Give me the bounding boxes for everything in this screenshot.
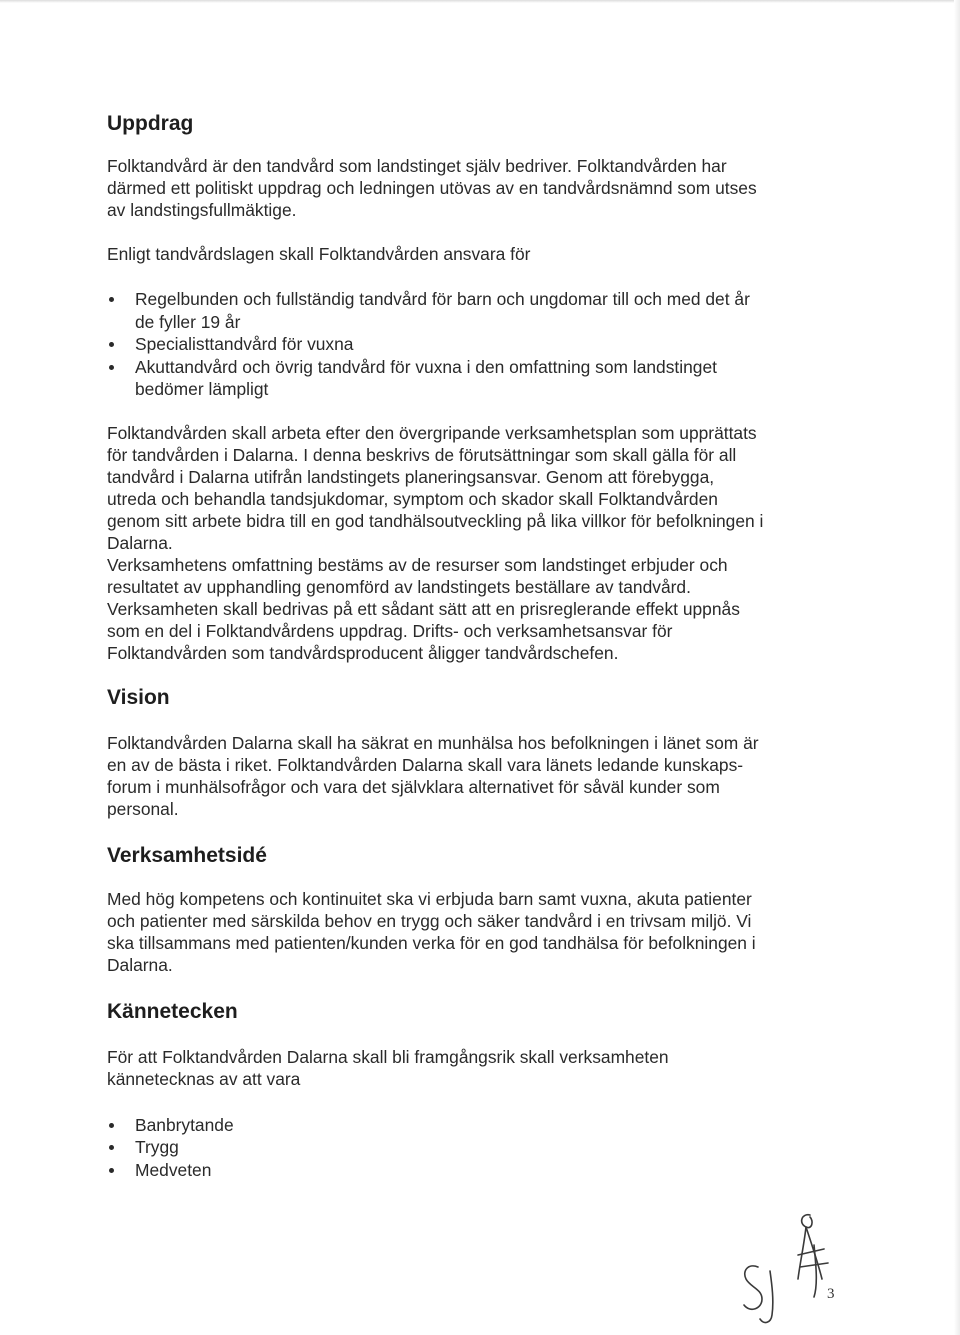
text-line: För att Folktandvården Dalarna skall bli framgångsrik skall verksamheten (107, 1046, 669, 1067)
text-line: genom sitt arbete bidra till en god tandhälsoutveckling på lika villkor för befolkningen i (107, 510, 764, 531)
list-item (107, 1159, 847, 1182)
text-line: Akuttandvård och övrig tandvård för vuxna i den omfattning som landstinget (135, 356, 717, 377)
paragraph-tandvardslagen (107, 243, 847, 265)
text-line: personal. (107, 798, 179, 819)
list-item (107, 356, 847, 401)
paragraph-uppdrag-intro (107, 155, 847, 221)
text-line: därmed ett politiskt uppdrag och ledningen utövas av en tandvårdsnämnd som utses (107, 178, 757, 198)
scan-top-edge (0, 0, 960, 3)
paragraph-verksamhetside (107, 888, 847, 976)
text-line: Folktandvården skall arbeta efter den övergripande verksamhetsplan som upprättats (107, 422, 757, 443)
text-line: Regelbunden och fullständig tandvård för barn och ungdomar till och med det år (135, 289, 750, 309)
text-line: Verksamheten skall bedrivas på ett sådant sätt att en prisreglerande effekt uppnås (107, 598, 740, 619)
text-line: för tandvården i Dalarna. I denna beskrivs de förutsättningar som skall gälla för all (107, 444, 737, 465)
text-line: Medveten (135, 1159, 212, 1180)
text-line: Verksamhetens omfattning bestäms av de resurser som landstinget erbjuder och (107, 554, 728, 575)
heading-uppdrag: Uppdrag (107, 112, 194, 135)
text-line: Trygg (135, 1137, 179, 1157)
list-item (107, 288, 847, 333)
text-line: av landstingsfullmäktige. (107, 200, 297, 220)
text-line: Folktandvården som tandvårdsproducent åligger tandvårdschefen. (107, 642, 619, 663)
text-line: en av de bästa i riket. Folktandvården Dalarna skall vara länets ledande kunskaps- (107, 754, 744, 775)
handwritten-initials (728, 1205, 858, 1335)
list-item (107, 1136, 847, 1159)
text-line: Med hög kompetens och kontinuitet ska vi erbjuda barn samt vuxna, akuta patienter (107, 888, 752, 909)
scan-right-edge (954, 0, 960, 1335)
heading-vision: Vision (107, 685, 170, 709)
text-line: Specialisttandvård för vuxna (135, 334, 354, 354)
text-line: resultatet av upphandling genomförd av landstingets beställare av tandvård. (107, 576, 691, 597)
bullet-list-ansvar (107, 288, 847, 401)
text-line: tandvård i Dalarna utifrån landstingets planeringsansvar. Genom att förebygga, (107, 466, 715, 487)
text-line: ska tillsammans med patienten/kunden verka för en god tandhälsa för befolkningen i (107, 932, 756, 953)
paragraph-vision (107, 732, 847, 820)
text-line: Folktandvården Dalarna skall ha säkrat en munhälsa hos befolkningen i länet som är (107, 732, 759, 753)
paragraph-kannetecken (107, 1046, 847, 1090)
text-line: de fyller 19 år (135, 311, 241, 332)
text-line: kännetecknas av att vara (107, 1068, 301, 1089)
text-line: Enligt tandvårdslagen skall Folktandvården ansvara för (107, 244, 531, 264)
bullet-list-kannetecken (107, 1114, 847, 1182)
text-line: som en del i Folktandvårdens uppdrag. Drifts- och verksamhetsansvar för (107, 620, 673, 641)
text-line: Dalarna. (107, 532, 173, 553)
heading-kannetecken: Kännetecken (107, 999, 238, 1023)
text-line: och patienter med särskilda behov en trygg och säker tandvård i en trivsam miljö. Vi (107, 910, 752, 931)
text-line: utreda och behandla tandsjukdomar, symptom och skador skall Folktandvården (107, 488, 718, 509)
text-line: Folktandvård är den tandvård som landstinget själv bedriver. Folktandvården har (107, 156, 727, 176)
heading-verksamhetside: Verksamhetsidé (107, 843, 267, 867)
text-line: forum i munhälsofrågor och vara det självklara alternativet för såväl kunder som (107, 776, 720, 797)
list-item (107, 333, 847, 356)
list-item (107, 1114, 847, 1137)
text-line: Banbrytande (135, 1114, 234, 1135)
paragraph-verksamhetsplan (107, 422, 847, 664)
text-line: bedömer lämpligt (135, 379, 269, 399)
page-number: 3 (827, 1286, 835, 1302)
document-body (107, 110, 847, 1181)
text-line: Dalarna. (107, 954, 173, 975)
